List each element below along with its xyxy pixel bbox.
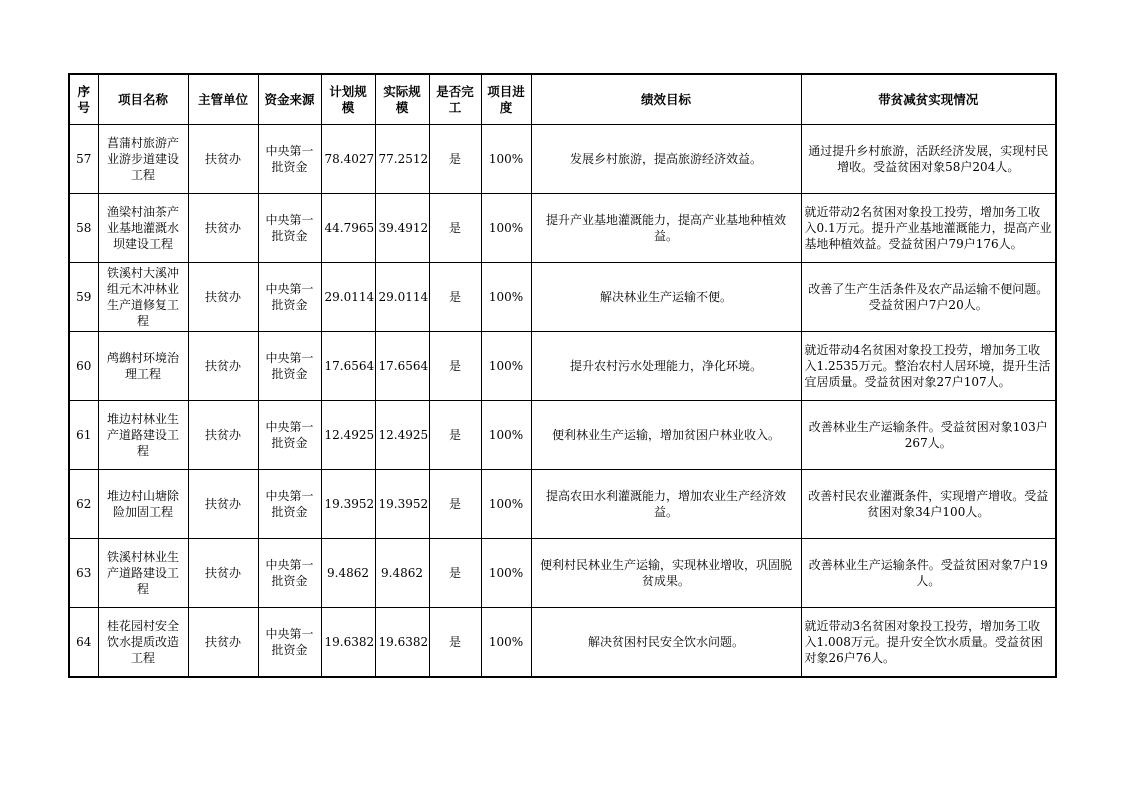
cell-planned: 19.3952 xyxy=(321,470,375,539)
cell-planned: 29.0114 xyxy=(321,263,375,332)
cell-name: 铁溪村林业生产道路建设工程 xyxy=(98,539,188,608)
cell-actual: 9.4862 xyxy=(375,539,429,608)
cell-poverty: 就近带动3名贫困对象投工投劳，增加务工收入1.008万元。提升安全饮水质量。受益贫困对象26户76人。 xyxy=(801,608,1056,678)
table-row xyxy=(69,332,1056,401)
cell-planned: 12.4925 xyxy=(321,401,375,470)
cell-name: 堆边村林业生产道路建设工程 xyxy=(98,401,188,470)
cell-name: 渔梁村油茶产业基地灌溉水坝建设工程 xyxy=(98,194,188,263)
cell-actual: 19.3952 xyxy=(375,470,429,539)
cell-completed: 是 xyxy=(429,332,481,401)
cell-seq: 57 xyxy=(69,125,98,194)
header-seq: 序号 xyxy=(69,74,98,125)
header-unit: 主管单位 xyxy=(188,74,258,125)
cell-poverty: 改善了生产生活条件及农产品运输不便问题。受益贫困户7户20人。 xyxy=(801,263,1056,332)
cell-poverty: 改善林业生产运输条件。受益贫困对象7户19人。 xyxy=(801,539,1056,608)
cell-fund: 中央第一批资金 xyxy=(258,401,321,470)
cell-planned: 17.6564 xyxy=(321,332,375,401)
cell-fund: 中央第一批资金 xyxy=(258,470,321,539)
cell-progress: 100% xyxy=(481,470,531,539)
cell-planned: 9.4862 xyxy=(321,539,375,608)
cell-fund: 中央第一批资金 xyxy=(258,194,321,263)
cell-actual: 77.2512 xyxy=(375,125,429,194)
cell-poverty: 改善村民农业灌溉条件，实现增产增收。受益贫困对象34户100人。 xyxy=(801,470,1056,539)
cell-completed: 是 xyxy=(429,125,481,194)
table-row xyxy=(69,125,1056,194)
cell-unit: 扶贫办 xyxy=(188,332,258,401)
header-fund: 资金来源 xyxy=(258,74,321,125)
cell-actual: 17.6564 xyxy=(375,332,429,401)
project-table xyxy=(68,73,1057,678)
cell-planned: 19.6382 xyxy=(321,608,375,678)
cell-name: 堆边村山塘除险加固工程 xyxy=(98,470,188,539)
cell-seq: 61 xyxy=(69,401,98,470)
cell-actual: 19.6382 xyxy=(375,608,429,678)
header-name: 项目名称 xyxy=(98,74,188,125)
cell-goal: 提升农村污水处理能力，净化环境。 xyxy=(531,332,801,401)
table-row xyxy=(69,263,1056,332)
cell-progress: 100% xyxy=(481,401,531,470)
header-poverty: 带贫减贫实现情况 xyxy=(801,74,1056,125)
cell-progress: 100% xyxy=(481,608,531,678)
cell-completed: 是 xyxy=(429,470,481,539)
cell-completed: 是 xyxy=(429,608,481,678)
header-progress: 项目进度 xyxy=(481,74,531,125)
cell-progress: 100% xyxy=(481,539,531,608)
cell-progress: 100% xyxy=(481,263,531,332)
cell-planned: 78.4027 xyxy=(321,125,375,194)
cell-progress: 100% xyxy=(481,332,531,401)
cell-unit: 扶贫办 xyxy=(188,125,258,194)
cell-seq: 60 xyxy=(69,332,98,401)
header-actual: 实际规模 xyxy=(375,74,429,125)
table-row xyxy=(69,401,1056,470)
cell-seq: 63 xyxy=(69,539,98,608)
cell-progress: 100% xyxy=(481,125,531,194)
header-completed: 是否完工 xyxy=(429,74,481,125)
table-row xyxy=(69,194,1056,263)
cell-actual: 39.4912 xyxy=(375,194,429,263)
cell-progress: 100% xyxy=(481,194,531,263)
cell-name: 桂花园村安全饮水提质改造工程 xyxy=(98,608,188,678)
cell-fund: 中央第一批资金 xyxy=(258,263,321,332)
cell-seq: 64 xyxy=(69,608,98,678)
cell-name: 菖蒲村旅游产业游步道建设工程 xyxy=(98,125,188,194)
cell-unit: 扶贫办 xyxy=(188,263,258,332)
cell-unit: 扶贫办 xyxy=(188,539,258,608)
cell-poverty: 通过提升乡村旅游，活跃经济发展，实现村民增收。受益贫困对象58户204人。 xyxy=(801,125,1056,194)
cell-fund: 中央第一批资金 xyxy=(258,125,321,194)
header-planned: 计划规模 xyxy=(321,74,375,125)
cell-goal: 提高农田水利灌溉能力，增加农业生产经济效益。 xyxy=(531,470,801,539)
cell-fund: 中央第一批资金 xyxy=(258,539,321,608)
header-goal: 绩效目标 xyxy=(531,74,801,125)
cell-seq: 62 xyxy=(69,470,98,539)
table-header-row xyxy=(69,74,1056,125)
cell-unit: 扶贫办 xyxy=(188,401,258,470)
cell-goal: 解决贫困村民安全饮水问题。 xyxy=(531,608,801,678)
table-row xyxy=(69,539,1056,608)
cell-poverty: 就近带动4名贫困对象投工投劳，增加务工收入1.2535万元。整治农村人居环境，提升生活宜居质量。受益贫困对象27户107人。 xyxy=(801,332,1056,401)
cell-poverty: 改善林业生产运输条件。受益贫困对象103户267人。 xyxy=(801,401,1056,470)
cell-planned: 44.7965 xyxy=(321,194,375,263)
cell-fund: 中央第一批资金 xyxy=(258,332,321,401)
cell-unit: 扶贫办 xyxy=(188,194,258,263)
table-row xyxy=(69,608,1056,678)
cell-goal: 发展乡村旅游，提高旅游经济效益。 xyxy=(531,125,801,194)
cell-seq: 58 xyxy=(69,194,98,263)
cell-goal: 解决林业生产运输不便。 xyxy=(531,263,801,332)
cell-unit: 扶贫办 xyxy=(188,608,258,678)
cell-poverty: 就近带动2名贫困对象投工投劳，增加务工收入0.1万元。提升产业基地灌溉能力，提高产业基地种植效益。受益贫困户79户176人。 xyxy=(801,194,1056,263)
cell-unit: 扶贫办 xyxy=(188,470,258,539)
cell-name: 铁溪村大溪冲组元木冲林业生产道修复工程 xyxy=(98,263,188,332)
cell-goal: 便利林业生产运输，增加贫困户林业收入。 xyxy=(531,401,801,470)
cell-completed: 是 xyxy=(429,263,481,332)
cell-completed: 是 xyxy=(429,401,481,470)
cell-seq: 59 xyxy=(69,263,98,332)
cell-actual: 12.4925 xyxy=(375,401,429,470)
cell-actual: 29.0114 xyxy=(375,263,429,332)
cell-fund: 中央第一批资金 xyxy=(258,608,321,678)
cell-completed: 是 xyxy=(429,539,481,608)
cell-goal: 便利村民林业生产运输，实现林业增收，巩固脱贫成果。 xyxy=(531,539,801,608)
table-row xyxy=(69,470,1056,539)
cell-name: 鸬鹚村环境治理工程 xyxy=(98,332,188,401)
cell-completed: 是 xyxy=(429,194,481,263)
cell-goal: 提升产业基地灌溉能力，提高产业基地种植效益。 xyxy=(531,194,801,263)
